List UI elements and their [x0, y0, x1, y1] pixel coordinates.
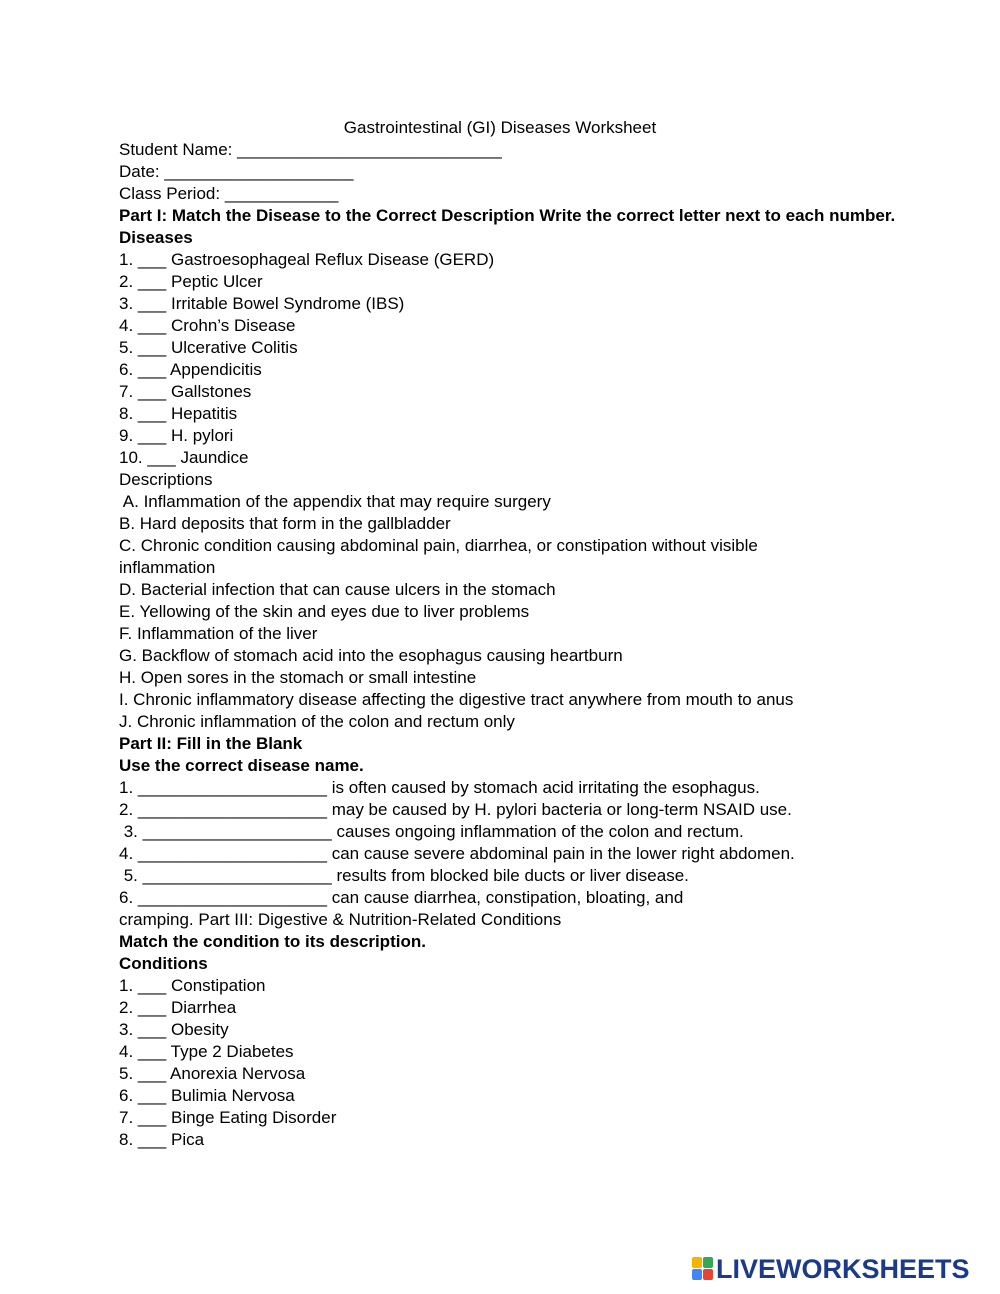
- list-item: 9. ___ H. pylori: [119, 426, 234, 445]
- list-item: cramping. Part III: Digestive & Nutrition-Related Conditions: [119, 910, 562, 929]
- date-field: Date: ____________________: [119, 162, 354, 181]
- list-item: G. Backflow of stomach acid into the esophagus causing heartburn: [119, 646, 623, 665]
- list-item: F. Inflammation of the liver: [119, 624, 318, 643]
- list-item: 4. ____________________ can cause severe abdominal pain in the lower right abdomen.: [119, 844, 795, 863]
- list-item: 6. ___ Appendicitis: [119, 360, 262, 379]
- conditions-heading: Conditions: [119, 954, 208, 973]
- class-period-field: Class Period: ____________: [119, 184, 339, 203]
- list-item: 5. ___ Anorexia Nervosa: [119, 1064, 306, 1083]
- list-item: 8. ___ Pica: [119, 1130, 205, 1149]
- list-item: D. Bacterial infection that can cause ulcers in the stomach: [119, 580, 556, 599]
- list-item: B. Hard deposits that form in the gallbladder: [119, 514, 451, 533]
- liveworksheets-logo: [692, 1252, 970, 1286]
- part3-instruction: Match the condition to its description.: [119, 932, 426, 951]
- list-item: 1. ___ Constipation: [119, 976, 266, 995]
- list-item: 10. ___ Jaundice: [119, 448, 249, 467]
- list-item: 5. ____________________ results from blocked bile ducts or liver disease.: [119, 866, 689, 885]
- descriptions-heading: Descriptions: [119, 470, 213, 489]
- list-item: I. Chronic inflammatory disease affecting the digestive tract anywhere from mouth to anus: [119, 690, 794, 709]
- list-item: 2. ___ Peptic Ulcer: [119, 272, 263, 291]
- diseases-heading: Diseases: [119, 228, 193, 247]
- list-item: H. Open sores in the stomach or small intestine: [119, 668, 477, 687]
- part2-heading: Part II: Fill in the Blank: [119, 734, 303, 753]
- page-title: Gastrointestinal (GI) Diseases Worksheet: [343, 118, 657, 137]
- liveworksheets-logo-icon: [692, 1257, 714, 1281]
- list-item: 3. ___ Obesity: [119, 1020, 229, 1039]
- list-item: 6. ____________________ can cause diarrhea, constipation, bloating, and: [119, 888, 684, 907]
- list-item: 4. ___ Type 2 Diabetes: [119, 1042, 294, 1061]
- list-item: 6. ___ Bulimia Nervosa: [119, 1086, 295, 1105]
- list-item: J. Chronic inflammation of the colon and rectum only: [119, 712, 515, 731]
- conditions-list: [119, 975, 959, 1151]
- part1-heading: Part I: Match the Disease to the Correct Description Write the correct letter next to each number.: [119, 206, 896, 225]
- student-name-field: Student Name: ____________________________: [119, 140, 502, 159]
- part2-instruction: Use the correct disease name.: [119, 756, 364, 775]
- list-item: C. Chronic condition causing abdominal pain, diarrhea, or constipation without visible: [119, 536, 758, 555]
- diseases-list: [119, 249, 959, 469]
- list-item: E. Yellowing of the skin and eyes due to liver problems: [119, 602, 530, 621]
- list-item: A. Inflammation of the appendix that may require surgery: [119, 492, 551, 511]
- worksheet-page: [119, 117, 959, 1151]
- list-item: 7. ___ Binge Eating Disorder: [119, 1108, 337, 1127]
- list-item: 5. ___ Ulcerative Colitis: [119, 338, 298, 357]
- fill-in-blank-list: [119, 777, 959, 931]
- liveworksheets-logo-text: LIVEWORKSHEETS: [716, 1253, 970, 1284]
- list-item: 1. ____________________ is often caused by stomach acid irritating the esophagus.: [119, 778, 760, 797]
- list-item: 2. ___ Diarrhea: [119, 998, 237, 1017]
- list-item: inflammation: [119, 558, 216, 577]
- list-item: 3. ___ Irritable Bowel Syndrome (IBS): [119, 294, 405, 313]
- list-item: 8. ___ Hepatitis: [119, 404, 238, 423]
- descriptions-list: [119, 491, 959, 733]
- list-item: 4. ___ Crohn’s Disease: [119, 316, 296, 335]
- list-item: 7. ___ Gallstones: [119, 382, 252, 401]
- list-item: 1. ___ Gastroesophageal Reflux Disease (GERD): [119, 250, 495, 269]
- list-item: 2. ____________________ may be caused by H. pylori bacteria or long-term NSAID use.: [119, 800, 792, 819]
- list-item: 3. ____________________ causes ongoing inflammation of the colon and rectum.: [119, 822, 744, 841]
